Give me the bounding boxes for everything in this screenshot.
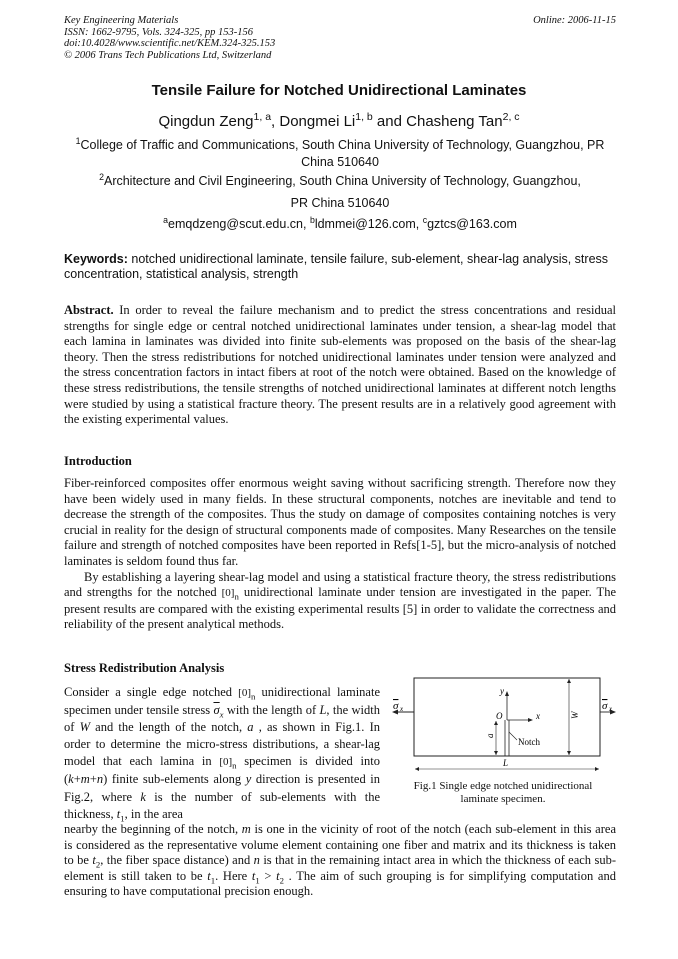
figure-1-caption: [390, 780, 616, 806]
author-separator: and: [372, 113, 407, 130]
caption-line-2: laminate specimen.: [460, 793, 546, 805]
left-sigma-sub: x: [400, 705, 404, 713]
intro-paragraph-2: By establishing a layering shear-lag model and using a statistical fracture theory, the stress redistributions and strengths for the notched $[0]_n$ unidirectional laminate under tension are investigated in the paper. The present results are compared with the existing experimental results [5] in order to validate the correctness and reliability of the present analytical methods.: [64, 569, 616, 632]
intro-paragraph-1: Fiber-reinforced composites offer enormous weight saving without sacrificing strength. Therefore now they have been widely used in many fields. In these structural components, notches are inevitable and tend to decrease the strength of the composites. Thus the study on damage of composites containing notches is very crucial in reality for the design of structural components made of composites. Many Researches on the tensile failure and strength of notched composites have been reported in Refs[1-5], but the micro-analysis of notched laminates is seldom found thus far.: [64, 476, 616, 568]
introduction-body: [64, 476, 616, 633]
keywords-text: notched unidirectional laminate, tensile failure, sub-element, shear-lag analysis, stress concentration, statistical analysis, strength: [64, 252, 609, 281]
affiliation-text: Architecture and Civil Engineering, South China University of Technology, Guangzhou,: [103, 174, 581, 188]
author-sup: 1, b: [355, 111, 373, 123]
length-arrow-left: [415, 767, 419, 771]
notch-depth-arrow-top: [494, 721, 498, 725]
width-label: W: [570, 711, 580, 719]
affiliation-2-line2: PR China 510640: [290, 196, 390, 210]
section-body-continued: nearby the beginning of the notch, m is one in the vicinity of root of the notch (each sub-element in this area is considered as the representative volume element containing one fiber and matrix and its thickness is taken to be $t_2$, the fiber space distance) and n is that in the remaining intact area in which the thickness of each sub-element is still taken to be $t_1$. Here $t_1 > t_2$ . The aim of such grouping is for simplifying computation and ensuring to have computational precision enough.: [64, 822, 616, 899]
keywords: [64, 252, 616, 282]
right-sigma-label: σ: [602, 700, 608, 712]
notch-label: Notch: [518, 737, 540, 747]
author-list: [0, 113, 678, 130]
email-sup: a: [163, 214, 168, 225]
section-heading: Stress Redistribution Analysis: [64, 661, 225, 675]
affiliation-text: College of Traffic and Communications, South China University of Technology, Guangzhou, PR China 510640: [80, 138, 605, 169]
notch-depth-arrow-bottom: [494, 751, 498, 755]
left-sigma-label: σ: [393, 700, 399, 712]
abstract-label: Abstract.: [64, 303, 114, 317]
paper-title: Tensile Failure for Notched Unidirectional Laminates: [151, 82, 527, 99]
length-label: L: [503, 758, 509, 768]
email-sup: c: [422, 214, 428, 225]
journal-header: [64, 15, 616, 61]
abstract-text: In order to reveal the failure mechanism and to predict the stress concentrations and residual strengths for single edge or central notched unidirectional laminates under tension, a shear-lag model that each lamina in laminates was divided into finite sub-elements was proposed on the basis of the shear-lag theory. Then the stress redistributions for notched unidirectional laminates under tension were analyzed and the stress concentration factors in intact fibers at root of the notch were obtained. Based on the knowledge of these stress redistributions, the tensile strengths of notched unidirectional laminates at different notch lengths were studied by using a statistical fracture theory. The present results are in a relatively good agreement with the existing experimental values.: [64, 303, 616, 427]
caption-line-1: Fig.1 Single edge notched unidirectional: [413, 780, 593, 792]
author-sup: 2, c: [502, 111, 520, 123]
journal-issn: ISSN: 1662-9795, Vols. 324-325, pp 153-156: [64, 26, 253, 38]
notch-leader: [509, 732, 517, 740]
affiliation-sup: 2: [99, 171, 104, 182]
origin-label: O: [496, 711, 503, 721]
author-sup: 1, a: [253, 111, 272, 123]
journal-doi: doi:10.4028/www.scientific.net/KEM.324-325.153: [64, 38, 276, 49]
author-name: Chasheng Tan: [406, 113, 503, 130]
affiliation-1: [64, 137, 616, 171]
author-name: Dongmei Li: [279, 113, 356, 130]
width-arrow-top: [567, 679, 571, 683]
affiliation-sup: 1: [75, 135, 81, 146]
y-axis-label: y: [500, 686, 504, 696]
x-axis-label: x: [536, 711, 540, 721]
y-axis-arrow: [505, 691, 509, 696]
email-list: [64, 216, 616, 233]
email-a: emqdzeng@scut.edu.cn,: [168, 217, 310, 231]
length-arrow-right: [595, 767, 599, 771]
author-separator: ,: [271, 113, 280, 130]
keywords-label: Keywords:: [64, 252, 128, 266]
abstract: [64, 303, 616, 428]
notch-depth-label: a: [485, 733, 495, 738]
journal-name: Key Engineering Materials: [64, 15, 179, 26]
right-sigma-sub: x: [609, 705, 613, 713]
section-left-column: Consider a single edge notched $[0]_n$ unidirectional laminate specimen under tensile stress $\overline{\sigma}_x$ with the length of L, the width of W and the length of the notch, a , as shown in Fig.1. In order to determine the micro-stress distributions, a shear-lag model that each lamina in $[0]_n$ specimen is divided into (k+m+n) finite sub-elements along y direction is presented in Fig.2, where k is the number of sub-elements with the thickness, $t_1$, in the area: [64, 685, 381, 824]
email-sup: b: [309, 214, 315, 225]
author-name: Qingdun Zeng: [158, 113, 254, 130]
width-arrow-bottom: [567, 751, 571, 755]
introduction-heading: Introduction: [64, 454, 132, 468]
journal-copyright: © 2006 Trans Tech Publications Ltd, Switzerland: [64, 49, 272, 61]
online-date: Online: 2006-11-15: [533, 15, 616, 26]
x-axis-arrow: [528, 718, 533, 722]
email-c: gztcs@163.com: [427, 217, 517, 231]
affiliation-2: [64, 173, 616, 190]
email-b: ldmmei@126.com,: [314, 217, 423, 231]
